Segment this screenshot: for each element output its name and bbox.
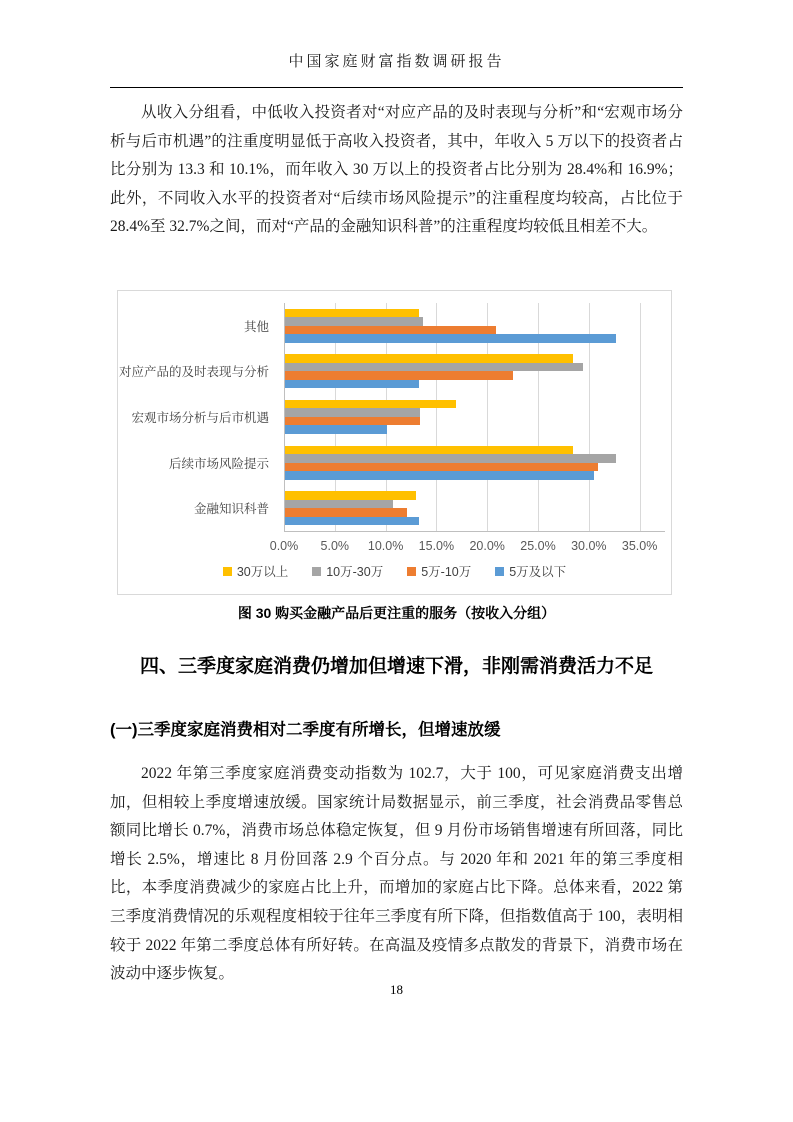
legend-item bbox=[495, 562, 566, 580]
category-label: 金融知识科普 bbox=[193, 502, 269, 517]
category-label: 宏观市场分析与后市机遇 bbox=[131, 410, 269, 425]
page-header-title: 中国家庭财富指数调研报告 bbox=[110, 50, 683, 88]
x-tick-label: 20.0% bbox=[469, 539, 505, 553]
chart-legend bbox=[118, 562, 671, 580]
x-tick-label: 25.0% bbox=[520, 539, 556, 553]
x-tick-label: 10.0% bbox=[367, 539, 404, 553]
chart-bar bbox=[284, 400, 456, 409]
chart-figure bbox=[117, 290, 672, 595]
legend-swatch-icon bbox=[312, 567, 321, 576]
legend-item bbox=[312, 562, 383, 580]
legend-swatch-icon bbox=[407, 567, 416, 576]
chart-bar bbox=[284, 425, 387, 434]
category-label: 对应产品的及时表现与分析 bbox=[118, 365, 269, 380]
chart-bar bbox=[284, 371, 513, 380]
page-number: 18 bbox=[390, 982, 403, 997]
subsection-heading: (一)三季度家庭消费相对二季度有所增长，但增速放缓 bbox=[110, 721, 501, 739]
category-label: 其他 bbox=[243, 319, 269, 334]
chart-category-row bbox=[284, 303, 665, 349]
paragraph-income-groups: 从收入分组看，中低收入投资者对“对应产品的及时表现与分析”和“宏观市场分析与后市机遇”的注重度明显低于高收入投资者，其中，年收入 5 万以下的投资者占比分别为 13.3 和 10.1%，而年收入 30 万以上的投资者占比分别为 28.4%和 16.9%；此外，不同收入水平的投资者对“后续市场风险提示”的注重程度均较高，占比位于 28.4%至 32.7%之间，而对“产品的金融知识科普”的注重程度均较低且相差不大。 bbox=[110, 104, 683, 236]
chart-x-ticks bbox=[269, 537, 665, 555]
x-tick-label: 5.0% bbox=[320, 539, 350, 553]
chart-plot bbox=[284, 303, 665, 531]
chart-bar bbox=[284, 454, 616, 463]
chart-bar bbox=[284, 463, 598, 472]
chart-bar bbox=[284, 317, 423, 326]
chart-bars bbox=[284, 303, 665, 531]
chart-bar bbox=[284, 380, 419, 389]
chart-bar bbox=[284, 500, 393, 509]
chart-bar bbox=[284, 446, 573, 455]
category-label: 后续市场风险提示 bbox=[168, 456, 269, 471]
legend-swatch-icon bbox=[223, 567, 232, 576]
chart-bar bbox=[284, 508, 407, 517]
legend-label: 10万-30万 bbox=[326, 565, 384, 579]
chart-bar bbox=[284, 334, 616, 343]
chart-bar bbox=[284, 417, 420, 426]
chart-y-axis-line bbox=[284, 303, 285, 531]
chart-category-row bbox=[284, 349, 665, 395]
chart-bar bbox=[284, 491, 416, 500]
legend-swatch-icon bbox=[495, 567, 504, 576]
x-tick-label: 15.0% bbox=[418, 539, 455, 553]
chart-category-row bbox=[284, 394, 665, 440]
chart-bar bbox=[284, 326, 496, 335]
chart-bar bbox=[284, 363, 583, 372]
chart-bar bbox=[284, 517, 419, 526]
chart-bar bbox=[284, 354, 573, 363]
x-tick-label: 0.0% bbox=[269, 539, 299, 553]
chart-category-row bbox=[284, 440, 665, 486]
chart-x-axis-line bbox=[284, 531, 665, 532]
legend-label: 5万及以下 bbox=[509, 565, 567, 579]
section-heading: 四、三季度家庭消费仍增加但增速下滑，非刚需消费活力不足 bbox=[139, 656, 653, 677]
legend-item bbox=[407, 562, 471, 580]
chart-bar bbox=[284, 471, 594, 480]
legend-label: 30万以上 bbox=[236, 565, 289, 579]
legend-label: 5万-10万 bbox=[421, 565, 472, 579]
x-tick-label: 30.0% bbox=[571, 539, 607, 553]
x-tick-label: 35.0% bbox=[621, 539, 658, 553]
legend-item bbox=[223, 562, 288, 580]
chart-category-labels bbox=[118, 303, 278, 531]
chart-bar bbox=[284, 408, 420, 417]
chart-bar bbox=[284, 309, 419, 318]
figure-caption: 图 30 购买金融产品后更注重的服务（按收入分组） bbox=[237, 605, 556, 621]
paragraph-q3-consumption: 2022 年第三季度家庭消费变动指数为 102.7，大于 100，可见家庭消费支出增加，但相较上季度增速放缓。国家统计局数据显示，前三季度，社会消费品零售总额同比增长 0.7%，消费市场总体稳定恢复，但 9 月份市场销售增速有所回落，同比增长 2.5%，增速比 8 月份回落 2.9 个百分点。与 2020 年和 2021 年的第三季度相比，本季度消费减少的家庭占比上升，而增加的家庭占比下降。总体来看，2022 第三季度消费情况的乐观程度相较于往年三季度有所下降，但指数值高于 100，表明相较于 2022 年第二季度总体有所好转。在高温及疫情多点散发的背景下，消费市场在波动中逐步恢复。 bbox=[110, 765, 683, 983]
chart-category-row bbox=[284, 485, 665, 531]
